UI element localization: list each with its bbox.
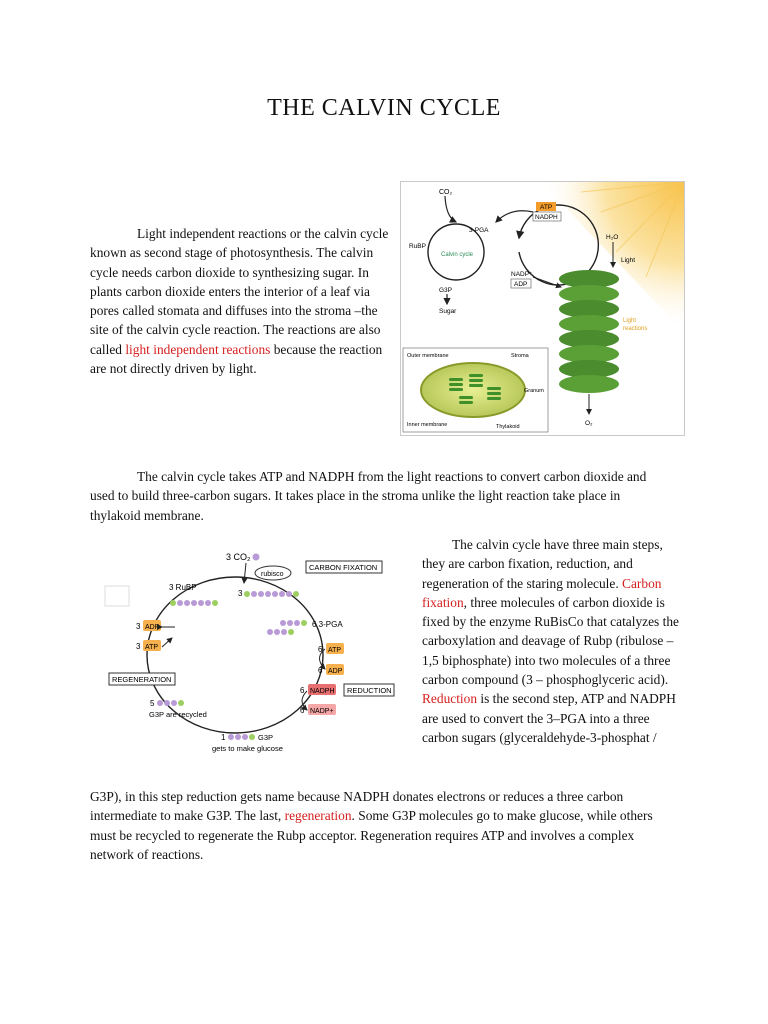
regeneration-label: REGENERATION <box>112 675 172 684</box>
light-label: Light <box>621 257 636 264</box>
highlight-regeneration: regeneration <box>284 808 352 824</box>
steps-paragraph <box>422 535 682 747</box>
nadp-arrow <box>533 277 561 287</box>
o2-label: O₂ <box>585 420 593 427</box>
six-adp-label: ADP <box>328 668 343 675</box>
intro-text-b: because the reaction are not directly driven by light. <box>90 341 383 377</box>
nadp-label: NADP⁺ <box>511 271 533 278</box>
chloroplast-shape <box>421 363 525 417</box>
g3p-recycled-label: G3P are recycled <box>149 710 207 719</box>
pga-label: 6 3-PGA <box>312 620 343 629</box>
blank-box <box>105 586 129 606</box>
steps-text-e: . Some G3P molecules go to make glucose, while others must be recycled to regenerate the Rubp acceptor. Regeneration requires ATP and involves a complex network of reactions. <box>90 808 653 862</box>
glucose-label: gets to make glucose <box>212 744 283 753</box>
outer-membrane-label: Outer membrane <box>407 353 449 359</box>
g3p-recycled-chain <box>157 700 184 706</box>
co2-label: CO₂ <box>439 189 453 196</box>
atp-arrow <box>162 638 172 647</box>
nadph-label: NADPH <box>535 214 558 221</box>
co2-label: 3 CO₂ <box>226 552 251 562</box>
light-reactions-label-1: Light <box>623 318 637 324</box>
g3p-out-label: G3P <box>258 733 274 742</box>
adp-label: ADP <box>514 281 528 288</box>
g3p-out-chain <box>228 734 255 740</box>
rubp-label: 3 RuBP <box>169 583 197 592</box>
steps-text-c: is the second step, ATP and NADPH are used to convert the 3–PGA into a three carbon sugars (glyceraldehyde-3-phosphat / <box>422 691 676 745</box>
adp-count: 3 <box>136 622 141 631</box>
pga-chain <box>267 620 307 635</box>
pga-label: 3-PGA <box>469 227 489 234</box>
stroma-label: Stroma <box>511 353 529 359</box>
light-reactions-label-2: reactions <box>623 326 648 332</box>
carbon-fixation-label: CARBON FIXATION <box>309 563 378 572</box>
steps-paragraph-continued <box>90 787 665 864</box>
nadph-badge-label: NADPH <box>310 688 335 695</box>
atp-count: 3 <box>136 642 141 651</box>
second-paragraph-text: The calvin cycle takes ATP and NADPH from the light reactions to convert carbon dioxide and used to build three-carbon sugars. It takes place in the stroma unlike the light reaction take place in thylakoid membrane. <box>90 469 647 523</box>
highlight-light-independent: light independent reactions <box>125 341 271 357</box>
second-paragraph <box>90 467 650 525</box>
adp-badge-label: ADP <box>145 624 160 631</box>
highlight-reduction: Reduction <box>422 691 478 707</box>
rubp-label: RuBP <box>409 243 426 250</box>
thylakoid-label: Thylakoid <box>496 424 520 430</box>
rubp-chain <box>170 600 218 606</box>
nadp-badge-label: NADP+ <box>310 708 334 715</box>
granum-label: Granum <box>524 388 544 394</box>
highlight-carbon-fixation: Carbon fixation <box>422 575 662 610</box>
reduction-label: REDUCTION <box>347 686 392 695</box>
atp-label: ATP <box>540 204 553 211</box>
six-adp-count: 6 <box>318 666 323 675</box>
co2-molecule <box>253 554 260 561</box>
inner-membrane-label: Inner membrane <box>407 422 448 428</box>
intro-paragraph <box>90 224 390 378</box>
g3p-label: G3P <box>439 287 453 294</box>
five-label: 5 <box>150 699 155 708</box>
rubisco-label: rubisco <box>261 571 284 578</box>
chloroplast-diagram <box>400 181 685 436</box>
calvin-cycle-diagram <box>100 543 400 758</box>
atp-badge-label: ATP <box>145 644 159 651</box>
six-atp-label: ATP <box>328 647 342 654</box>
sugar-label: Sugar <box>439 308 457 315</box>
intro-text-a: Light independent reactions or the calvin cycle known as second stage of photosynthesis. The calvin cycle needs carbon dioxide to synthesizing sugar. In plants carbon dioxide enters the interior of a leaf via pores called stomata and diffuses into the stroma –the site of the calvin cycle reaction. The reactions are also called <box>90 226 389 357</box>
steps-text-a: The calvin cycle have three main steps, they are carbon fixation, reduction, and regeneration of the staring molecule. <box>422 537 663 591</box>
six-nadp-count: 6 <box>300 706 305 715</box>
h2o-label: H₂O <box>606 234 619 241</box>
six-nadph-count: 6 <box>300 686 305 695</box>
co2-arrow <box>244 563 246 583</box>
steps-text-d: G3P), in this step reduction gets name because NADPH donates electrons or reduces a three carbon intermediate to make G3P. The last, <box>90 789 624 824</box>
intermediate-chain <box>244 591 299 597</box>
granum-stack <box>559 270 619 393</box>
page-title: THE CALVIN CYCLE <box>267 95 501 121</box>
steps-text-b: , three molecules of carbon dioxide is fixed by the enzyme RuBisCo that catalyzes the carboxylation and deavage of Rubp (ribulose – 1,5 biphosphate) into two molecules of a three carbon compound (3 – phosphoglyceric acid). <box>422 594 679 688</box>
co2-arrow <box>445 196 456 222</box>
six-atp-count: 6 <box>318 645 323 654</box>
three-label: 3 <box>238 589 243 598</box>
calvin-cycle-label: Calvin cycle <box>441 252 474 258</box>
one-label: 1 <box>221 733 226 742</box>
